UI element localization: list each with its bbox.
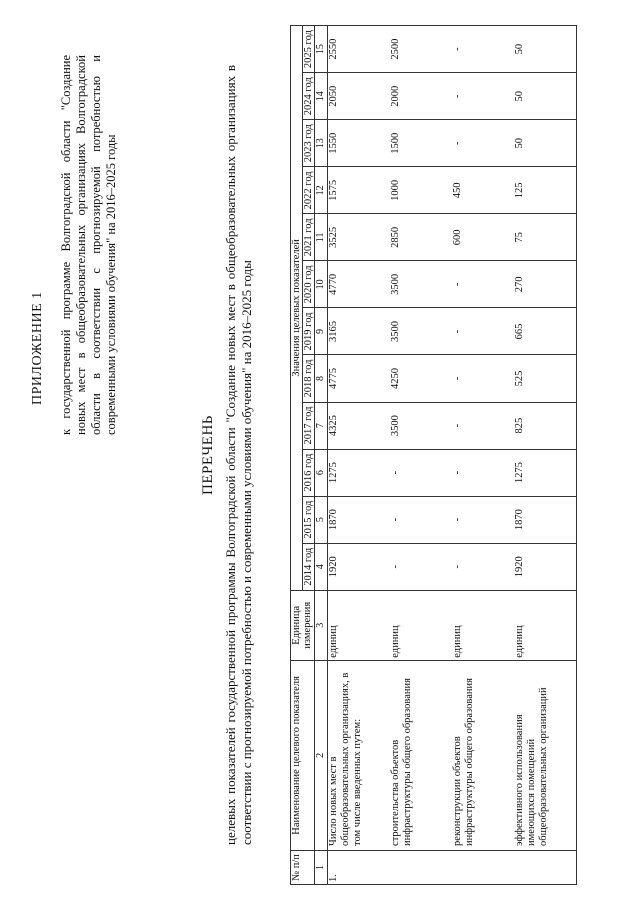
indicator-value: 3500 [390,402,452,449]
indicator-value: 1275 [327,449,390,496]
column-number: 9 [315,308,328,355]
indicator-value: 4250 [390,355,452,402]
indicator-value: 3500 [390,261,452,308]
row-num [452,850,514,884]
indicator-value: 4775 [327,355,390,402]
table-row [327,26,390,885]
document-heading [200,65,254,845]
header-year: 2020 год [303,261,315,308]
indicator-value: - [452,402,514,449]
indicator-value: 825 [514,402,577,449]
indicator-value: 50 [514,26,577,73]
header-year: 2024 год [303,73,315,120]
column-number: 5 [315,496,328,543]
indicator-value: - [452,449,514,496]
document-description: целевых показателей государственной программы Волгоградской области "Создание новых мест в общеобразовательных организациях в соответствии с прогнозируемой потребностью и современными условиями обучения" на 2016–2025 годы [223,65,254,845]
indicator-value: 2050 [327,73,390,120]
row-num: 1. [327,850,390,884]
column-number: 3 [315,590,328,660]
column-number: 13 [315,120,328,167]
indicator-value: 1920 [327,543,390,590]
indicator-value: 4770 [327,261,390,308]
header-year: 2018 год [303,355,315,402]
indicator-value: 50 [514,120,577,167]
indicator-unit: единиц [390,590,452,660]
indicator-value: 2550 [327,26,390,73]
indicator-value: 270 [514,261,577,308]
indicator-value: 600 [452,214,514,261]
column-number: 12 [315,167,328,214]
indicator-name: эффективного использования имеющихся помещений общеобразовательных организаций [514,660,577,850]
indicator-value: 1870 [514,496,577,543]
indicator-value: 1500 [390,120,452,167]
indicator-unit: единиц [452,590,514,660]
indicator-value: 450 [452,167,514,214]
table-row [452,26,514,885]
indicator-value: 4325 [327,402,390,449]
indicator-value: - [452,543,514,590]
indicator-value: 525 [514,355,577,402]
indicator-value: - [452,120,514,167]
indicator-value: 1550 [327,120,390,167]
header-name: Наименование целевого показателя [291,660,315,850]
indicator-value: 1920 [514,543,577,590]
appendix-text: к государственной программе Волгоградской области "Создание новых мест в общеобразовательных организациях Волгоградской области в соответствии с прогнозируемой потребностью и современными условиями обучения" на 2016–2025 годы [58,55,118,435]
indicator-value: 665 [514,308,577,355]
indicators-table [290,25,577,885]
row-num [514,850,577,884]
table-row [390,26,452,885]
indicator-value: 3525 [327,214,390,261]
header-year: 2021 год [303,214,315,261]
column-number: 14 [315,73,328,120]
indicator-value: 125 [514,167,577,214]
header-num: № п/п [291,850,315,884]
indicator-value: - [390,449,452,496]
document-title: ПЕРЕЧЕНЬ [200,415,216,495]
column-number: 6 [315,449,328,496]
header-year: 2017 год [303,402,315,449]
header-values-group: Значения целевых показателей [291,26,303,591]
appendix-title: ПРИЛОЖЕНИЕ 1 [30,291,45,405]
indicator-value: 1275 [514,449,577,496]
indicator-value: - [452,261,514,308]
indicator-value: 50 [514,73,577,120]
indicator-name: строительства объектов инфраструктуры общего образования [390,660,452,850]
header-row-group [291,26,303,885]
column-number-row [315,26,328,885]
column-number: 1 [315,850,328,884]
indicator-unit: единиц [514,590,577,660]
appendix-block [30,55,119,435]
column-number: 11 [315,214,328,261]
indicator-value: - [452,355,514,402]
header-year: 2025 год [303,26,315,73]
indicator-value: - [452,496,514,543]
indicator-value: 75 [514,214,577,261]
header-year: 2022 год [303,167,315,214]
indicator-value: 2850 [390,214,452,261]
header-year: 2014 год [303,543,315,590]
column-number: 4 [315,543,328,590]
indicator-value: - [452,26,514,73]
indicator-value: - [390,496,452,543]
header-year: 2019 год [303,308,315,355]
indicators-table-wrapper [290,25,577,885]
indicator-value: - [390,543,452,590]
column-number: 8 [315,355,328,402]
indicator-value: 1575 [327,167,390,214]
column-number: 7 [315,402,328,449]
indicator-value: 1000 [390,167,452,214]
column-number: 2 [315,660,328,850]
indicator-value: 2000 [390,73,452,120]
header-year: 2016 год [303,449,315,496]
indicator-name: Число новых мест в общеобразовательных организациях, в том числе введенных путем: [327,660,390,850]
indicator-value: 2500 [390,26,452,73]
indicator-unit: единиц [327,590,390,660]
indicator-value: 1870 [327,496,390,543]
indicator-value: - [452,73,514,120]
column-number: 15 [315,26,328,73]
header-year: 2015 год [303,496,315,543]
indicator-value: 3500 [390,308,452,355]
row-num [390,850,452,884]
table-row [514,26,577,885]
column-number: 10 [315,261,328,308]
indicator-value: - [452,308,514,355]
header-year: 2023 год [303,120,315,167]
indicator-name: реконструкции объектов инфраструктуры общего образования [452,660,514,850]
header-unit: Единица измерения [291,590,315,660]
indicator-value: 3165 [327,308,390,355]
